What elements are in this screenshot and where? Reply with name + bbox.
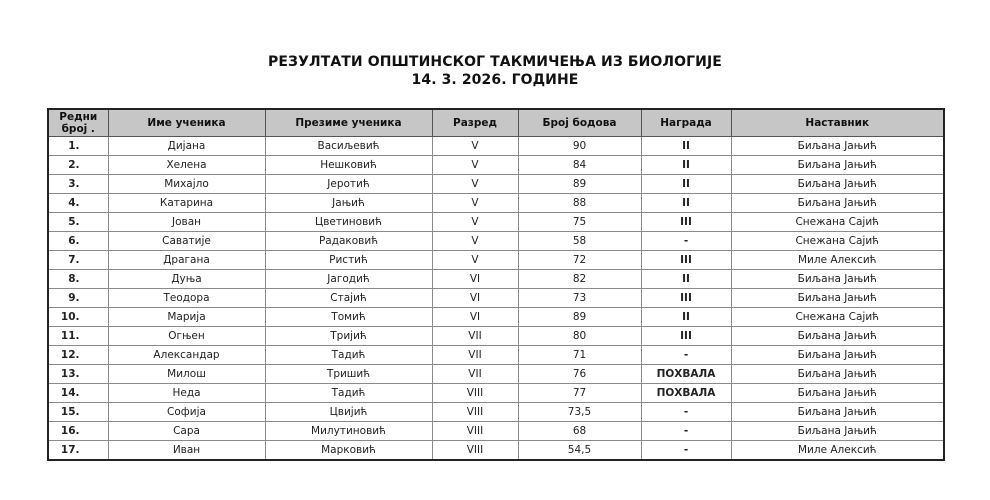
cell-teacher: Биљана Јањић bbox=[731, 365, 944, 384]
cell-teacher: Биљана Јањић bbox=[731, 137, 944, 156]
cell-teacher: Биљана Јањић bbox=[731, 289, 944, 308]
cell-award: III bbox=[641, 327, 731, 346]
document-date: 14. 3. 2026. ГОДИНЕ bbox=[411, 72, 579, 88]
column-header-points: Број бодова bbox=[518, 109, 641, 137]
cell-first-name: Милош bbox=[108, 365, 265, 384]
table-row bbox=[48, 403, 944, 422]
cell-points: 80 bbox=[518, 327, 641, 346]
cell-award: - bbox=[641, 232, 731, 251]
cell-teacher: Биљана Јањић bbox=[731, 346, 944, 365]
table-row bbox=[48, 327, 944, 346]
table-row bbox=[48, 156, 944, 175]
cell-last-name: Ристић bbox=[265, 251, 432, 270]
cell-teacher: Биљана Јањић bbox=[731, 175, 944, 194]
cell-last-name: Томић bbox=[265, 308, 432, 327]
cell-grade: VII bbox=[432, 327, 518, 346]
table-row bbox=[48, 232, 944, 251]
cell-first-name: Неда bbox=[108, 384, 265, 403]
cell-award: II bbox=[641, 270, 731, 289]
cell-teacher: Миле Алексић bbox=[731, 441, 944, 461]
table-row bbox=[48, 308, 944, 327]
cell-grade: V bbox=[432, 251, 518, 270]
cell-last-name: Јеротић bbox=[265, 175, 432, 194]
cell-row-number: 17. bbox=[48, 441, 108, 461]
cell-points: 82 bbox=[518, 270, 641, 289]
cell-last-name: Тришић bbox=[265, 365, 432, 384]
cell-row-number: 1. bbox=[48, 137, 108, 156]
cell-first-name: Марија bbox=[108, 308, 265, 327]
cell-points: 89 bbox=[518, 175, 641, 194]
cell-last-name: Цвијић bbox=[265, 403, 432, 422]
cell-points: 73 bbox=[518, 289, 641, 308]
table-header-row bbox=[48, 109, 944, 137]
cell-last-name: Јагодић bbox=[265, 270, 432, 289]
cell-first-name: Иван bbox=[108, 441, 265, 461]
document-title: РЕЗУЛТАТИ ОПШТИНСКОГ ТАКМИЧЕЊА ИЗ БИОЛОГИЈЕ bbox=[268, 54, 722, 70]
cell-last-name: Милутиновић bbox=[265, 422, 432, 441]
cell-grade: V bbox=[432, 194, 518, 213]
cell-first-name: Дијана bbox=[108, 137, 265, 156]
table-row bbox=[48, 137, 944, 156]
cell-teacher: Миле Алексић bbox=[731, 251, 944, 270]
cell-last-name: Марковић bbox=[265, 441, 432, 461]
cell-grade: V bbox=[432, 213, 518, 232]
table-row bbox=[48, 175, 944, 194]
cell-first-name: Александар bbox=[108, 346, 265, 365]
results-table bbox=[47, 108, 945, 461]
cell-teacher: Биљана Јањић bbox=[731, 403, 944, 422]
cell-first-name: Драгана bbox=[108, 251, 265, 270]
table-row bbox=[48, 289, 944, 308]
cell-row-number: 8. bbox=[48, 270, 108, 289]
column-header-last-name: Презиме ученика bbox=[265, 109, 432, 137]
cell-award: II bbox=[641, 175, 731, 194]
cell-teacher: Биљана Јањић bbox=[731, 327, 944, 346]
table-row bbox=[48, 422, 944, 441]
cell-last-name: Тадић bbox=[265, 346, 432, 365]
cell-row-number: 13. bbox=[48, 365, 108, 384]
cell-teacher: Биљана Јањић bbox=[731, 156, 944, 175]
cell-grade: VIII bbox=[432, 441, 518, 461]
cell-award: - bbox=[641, 346, 731, 365]
cell-row-number: 14. bbox=[48, 384, 108, 403]
table-row bbox=[48, 270, 944, 289]
column-header-first-name: Име ученика bbox=[108, 109, 265, 137]
cell-first-name: Хелена bbox=[108, 156, 265, 175]
table-row bbox=[48, 441, 944, 461]
cell-grade: V bbox=[432, 156, 518, 175]
cell-points: 84 bbox=[518, 156, 641, 175]
cell-teacher: Снежана Сајић bbox=[731, 232, 944, 251]
cell-row-number: 11. bbox=[48, 327, 108, 346]
cell-award: III bbox=[641, 289, 731, 308]
cell-points: 73,5 bbox=[518, 403, 641, 422]
cell-teacher: Биљана Јањић bbox=[731, 270, 944, 289]
table-row bbox=[48, 213, 944, 232]
cell-last-name: Тадић bbox=[265, 384, 432, 403]
table-row bbox=[48, 384, 944, 403]
cell-last-name: Стајић bbox=[265, 289, 432, 308]
cell-row-number: 5. bbox=[48, 213, 108, 232]
cell-points: 90 bbox=[518, 137, 641, 156]
cell-last-name: Нешковић bbox=[265, 156, 432, 175]
cell-award: ПОХВАЛА bbox=[641, 365, 731, 384]
cell-award: - bbox=[641, 441, 731, 461]
cell-teacher: Снежана Сајић bbox=[731, 308, 944, 327]
cell-points: 58 bbox=[518, 232, 641, 251]
table-row bbox=[48, 365, 944, 384]
cell-points: 75 bbox=[518, 213, 641, 232]
cell-points: 54,5 bbox=[518, 441, 641, 461]
cell-points: 72 bbox=[518, 251, 641, 270]
cell-grade: VIII bbox=[432, 403, 518, 422]
cell-row-number: 12. bbox=[48, 346, 108, 365]
cell-award: II bbox=[641, 308, 731, 327]
cell-grade: V bbox=[432, 137, 518, 156]
table-row bbox=[48, 194, 944, 213]
cell-row-number: 3. bbox=[48, 175, 108, 194]
cell-last-name: Цветиновић bbox=[265, 213, 432, 232]
cell-row-number: 4. bbox=[48, 194, 108, 213]
cell-points: 76 bbox=[518, 365, 641, 384]
cell-first-name: Јован bbox=[108, 213, 265, 232]
cell-award: - bbox=[641, 422, 731, 441]
cell-grade: VII bbox=[432, 365, 518, 384]
cell-first-name: Дуња bbox=[108, 270, 265, 289]
cell-grade: V bbox=[432, 175, 518, 194]
cell-award: II bbox=[641, 156, 731, 175]
cell-points: 88 bbox=[518, 194, 641, 213]
cell-award: II bbox=[641, 137, 731, 156]
cell-first-name: Сара bbox=[108, 422, 265, 441]
cell-first-name: Михајло bbox=[108, 175, 265, 194]
table-row bbox=[48, 346, 944, 365]
cell-row-number: 6. bbox=[48, 232, 108, 251]
column-header-teacher: Наставник bbox=[731, 109, 944, 137]
cell-grade: VII bbox=[432, 346, 518, 365]
cell-first-name: Саватије bbox=[108, 232, 265, 251]
cell-award: - bbox=[641, 403, 731, 422]
cell-grade: VIII bbox=[432, 384, 518, 403]
cell-row-number: 9. bbox=[48, 289, 108, 308]
cell-row-number: 2. bbox=[48, 156, 108, 175]
cell-grade: VI bbox=[432, 308, 518, 327]
cell-grade: VI bbox=[432, 270, 518, 289]
cell-points: 71 bbox=[518, 346, 641, 365]
cell-first-name: Огњен bbox=[108, 327, 265, 346]
cell-row-number: 7. bbox=[48, 251, 108, 270]
cell-teacher: Биљана Јањић bbox=[731, 194, 944, 213]
cell-award: III bbox=[641, 213, 731, 232]
cell-award: III bbox=[641, 251, 731, 270]
column-header-no: Редни број . bbox=[48, 109, 108, 137]
cell-points: 89 bbox=[518, 308, 641, 327]
cell-row-number: 16. bbox=[48, 422, 108, 441]
cell-first-name: Катарина bbox=[108, 194, 265, 213]
column-header-award: Награда bbox=[641, 109, 731, 137]
cell-teacher: Биљана Јањић bbox=[731, 422, 944, 441]
cell-last-name: Радаковић bbox=[265, 232, 432, 251]
table-row bbox=[48, 251, 944, 270]
cell-row-number: 15. bbox=[48, 403, 108, 422]
cell-award: II bbox=[641, 194, 731, 213]
cell-award: ПОХВАЛА bbox=[641, 384, 731, 403]
cell-points: 77 bbox=[518, 384, 641, 403]
cell-last-name: Јањић bbox=[265, 194, 432, 213]
cell-grade: VI bbox=[432, 289, 518, 308]
cell-teacher: Снежана Сајић bbox=[731, 213, 944, 232]
cell-points: 68 bbox=[518, 422, 641, 441]
cell-grade: VIII bbox=[432, 422, 518, 441]
cell-teacher: Биљана Јањић bbox=[731, 384, 944, 403]
cell-last-name: Тријић bbox=[265, 327, 432, 346]
column-header-grade: Разред bbox=[432, 109, 518, 137]
cell-last-name: Васиљевић bbox=[265, 137, 432, 156]
cell-row-number: 10. bbox=[48, 308, 108, 327]
cell-first-name: Теодора bbox=[108, 289, 265, 308]
cell-first-name: Софија bbox=[108, 403, 265, 422]
cell-grade: V bbox=[432, 232, 518, 251]
